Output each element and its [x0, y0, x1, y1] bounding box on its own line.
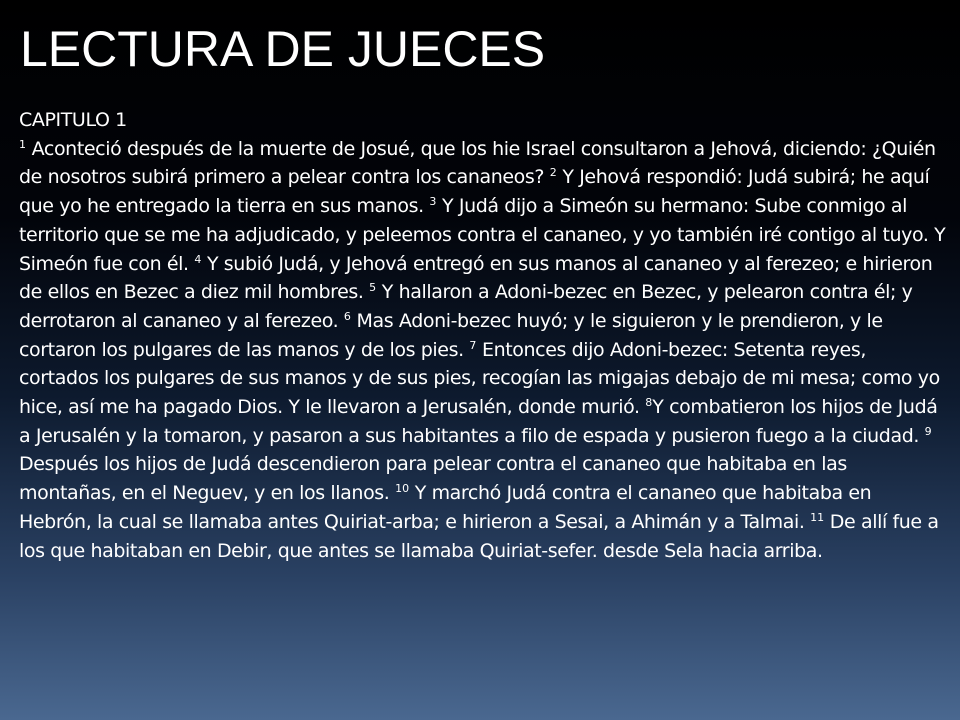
verse-text: Después los hijos de Judá descendieron para pelear contra el cananeo que habitaba en las montañas, en el Neguev, y en los llanos. [19, 453, 847, 505]
verse-text: Entonces dijo Adoni-bezec: Setenta reyes, cortados los pulgares de sus manos y de sus pies, recogían las migajas debajo de mi mesa; como yo hice, así me ha pagado Dios. Y le llevaron a Jerusalén, donde murió. [19, 338, 940, 419]
verse-text: Y hallaron a Adoni-bezec en Bezec, y pelearon contra él; y derrotaron al cananeo y al ferezeo. [19, 281, 913, 332]
verse-number: 7 [469, 338, 477, 352]
chapter-heading: CAPITULO 1 [19, 109, 127, 131]
verse-text: Y Judá dijo a Simeón su hermano: Sube conmigo al territorio que se me ha adjudicado, y peleemos contra el cananeo, y yo también iré contigo al tuyo. Y Simeón fue con él. [19, 195, 946, 275]
verse-number: 2 [549, 166, 557, 180]
verse-number: 11 [810, 510, 825, 524]
scripture-body [19, 106, 949, 565]
verse-text: Y Jehová respondió: Judá subirá; he aquí que yo he entregado la tierra en sus manos. [19, 166, 930, 218]
verse-text: Mas Adoni-bezec huyó; y le siguieron y le prendieron, y le cortaron los pulgares de las manos y de los pies. [19, 309, 883, 361]
verse-number: 9 [924, 424, 932, 438]
verse-text: Y marchó Judá contra el cananeo que habitaba en Hebrón, la cual se llamaba antes Quiriat-arba; e hirieron a Sesai, a Ahimán y a Talmai. [19, 482, 872, 533]
verse-number: 10 [395, 482, 410, 496]
verse-text: De allí fue a los que habitaban en Debir, que antes se llamaba Quiriat-sefer. desde Sela hacia arriba. [19, 510, 939, 562]
verse-number: 5 [369, 281, 377, 295]
verse-number: 3 [429, 195, 437, 209]
verse-number: 1 [19, 137, 26, 151]
verse-text: Y combatieron los hijos de Judá a Jerusalén y la tomaron, y pasaron a sus habitantes a filo de espada y pusieron fuego a la ciudad. [19, 396, 938, 447]
verse-text: Aconteció después de la muerte de Josué, que los hie Israel consultaron a Jehová, diciendo: ¿Quién de nosotros subirá primero a pelear contra los cananeos? [19, 137, 936, 189]
slide-title: LECTURA DE JUECES [20, 21, 546, 77]
verse-text: Y subió Judá, y Jehová entregó en sus manos al cananeo y al ferezeo; e hirieron de ellos en Bezec a diez mil hombres. [19, 252, 933, 304]
verse-number: 4 [194, 252, 202, 266]
verse-number: 6 [343, 309, 351, 323]
verse-number: 8 [645, 396, 653, 410]
